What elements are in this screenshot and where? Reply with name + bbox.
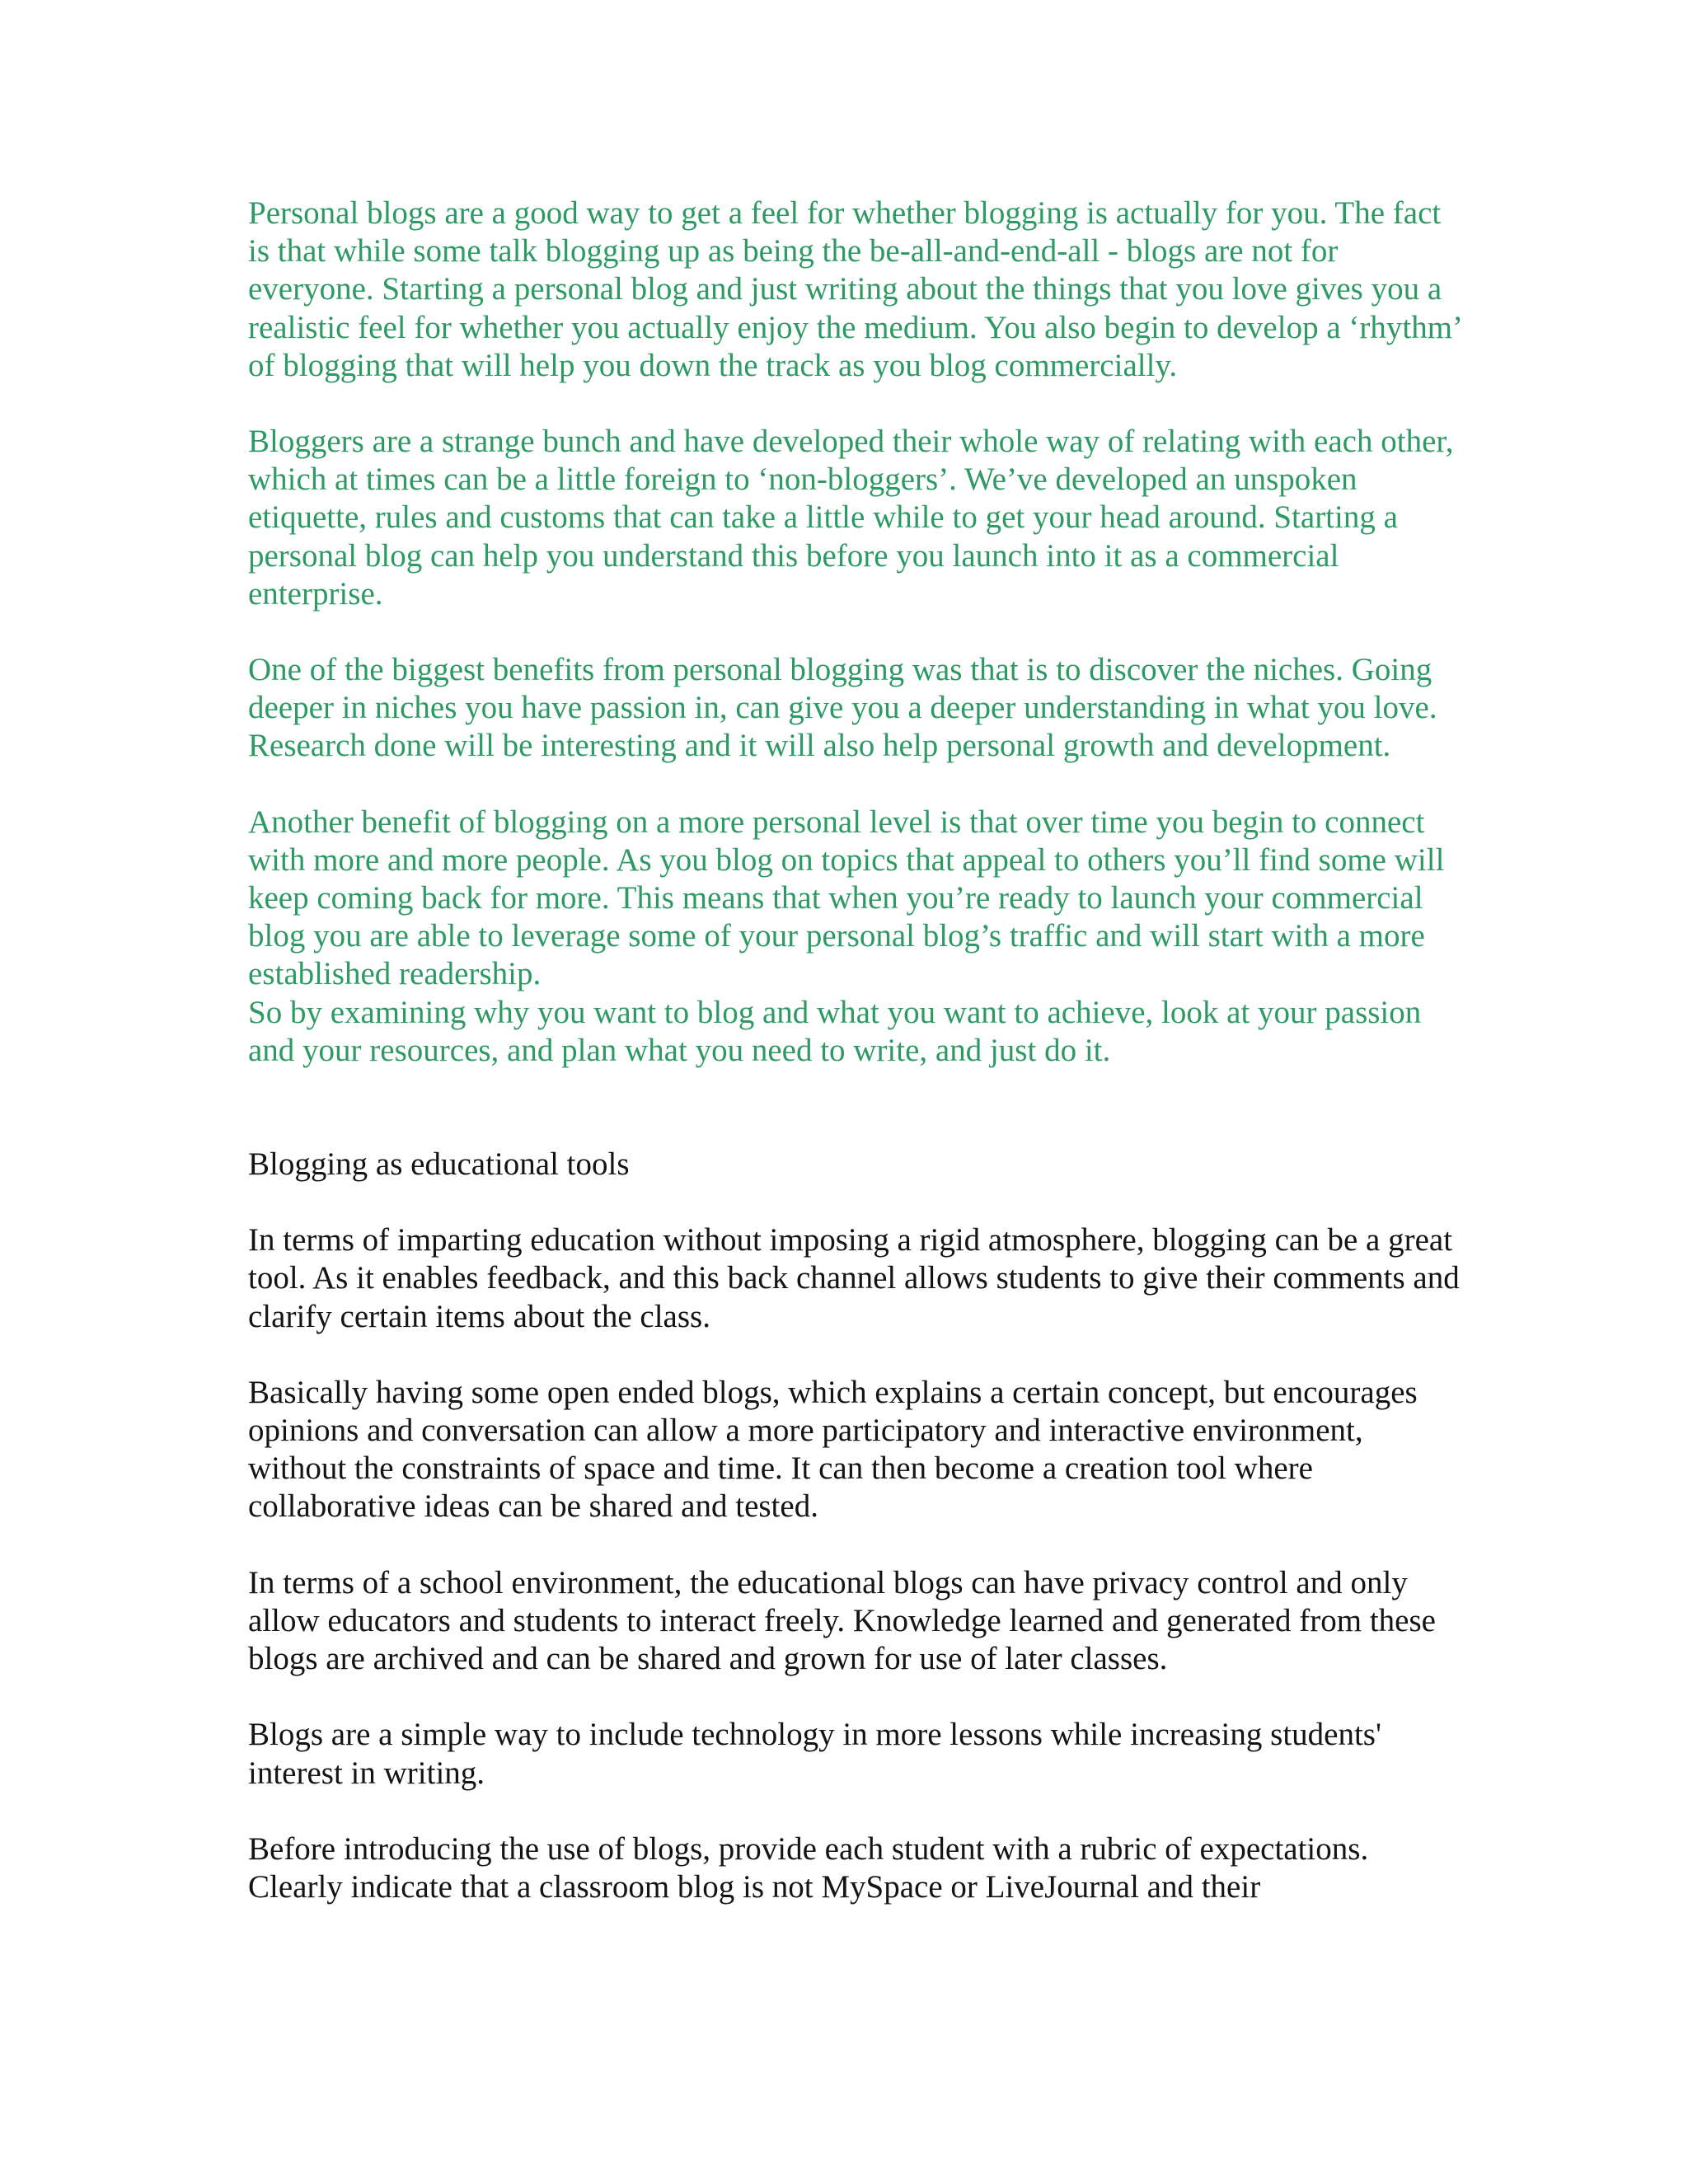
document-body <box>248 194 1468 1906</box>
paragraph-conclusion: So by examining why you want to blog and what you want to achieve, look at your passion and your resources, and plan what you need to write, and just do it. <box>248 994 1422 1068</box>
paragraph-rubric-expectations: Before introducing the use of blogs, provide each student with a rubric of expectations. Clearly indicate that a classroom blog is not MySpace or LiveJournal and their <box>248 1830 1369 1905</box>
paragraph-personal-blogs: Personal blogs are a good way to get a feel for whether blogging is actually for you. The fact is that while some talk blogging up as being the be-all-and-end-all - blogs are not for everyone. Starting a personal blog and just writing about the things that you love gives you a realistic feel for whether you actually enjoy the medium. You also begin to develop a ‘rhythm’ of blogging that will help you down the track as you blog commercially. <box>248 195 1461 383</box>
section-heading: Blogging as educational tools <box>248 1146 630 1183</box>
educational-tools-section <box>248 1146 1468 1906</box>
paragraph-discover-niches: One of the biggest benefits from personal blogging was that is to discover the niches. Going deeper in niches you have passion in, can give you a deeper understanding in what you love. Research done will be interesting and it will also help personal growth and development. <box>248 652 1437 764</box>
paragraph-technology-lessons: Blogs are a simple way to include technology in more lessons while increasing students' interest in writing. <box>248 1717 1381 1791</box>
paragraph-connect-people: Another benefit of blogging on a more personal level is that over time you begin to connect with more and more people. As you blog on topics that appeal to others you’ll find some will keep coming back for more. This means that when you’re ready to launch your commercial blog you are able to leverage some of your personal blog’s traffic and will start with a more established readership. <box>248 804 1445 992</box>
personal-blogging-section <box>248 194 1468 1070</box>
paragraph-bloggers-etiquette: Bloggers are a strange bunch and have developed their whole way of relating with each other, which at times can be a little foreign to ‘non-bloggers’. We’ve developed an unspoken etiquette, rules and customs that can take a little while to get your head around. Starting a personal blog can help you understand this before you launch into it as a commercial enterprise. <box>248 424 1454 612</box>
paragraph-school-environment: In terms of a school environment, the educational blogs can have privacy control and only allow educators and students to interact freely. Knowledge learned and generated from these blogs are archived and can be shared and grown for use of later classes. <box>248 1564 1436 1677</box>
paragraph-imparting-education: In terms of imparting education without imposing a rigid atmosphere, blogging can be a great tool. As it enables feedback, and this back channel allows students to give their comments and clarify certain items about the class. <box>248 1222 1460 1334</box>
paragraph-open-ended-blogs: Basically having some open ended blogs, which explains a certain concept, but encourages opinions and conversation can allow a more participatory and interactive environment, without the constraints of space and time. It can then become a creation tool where collaborative ideas can be shared and tested. <box>248 1374 1418 1525</box>
